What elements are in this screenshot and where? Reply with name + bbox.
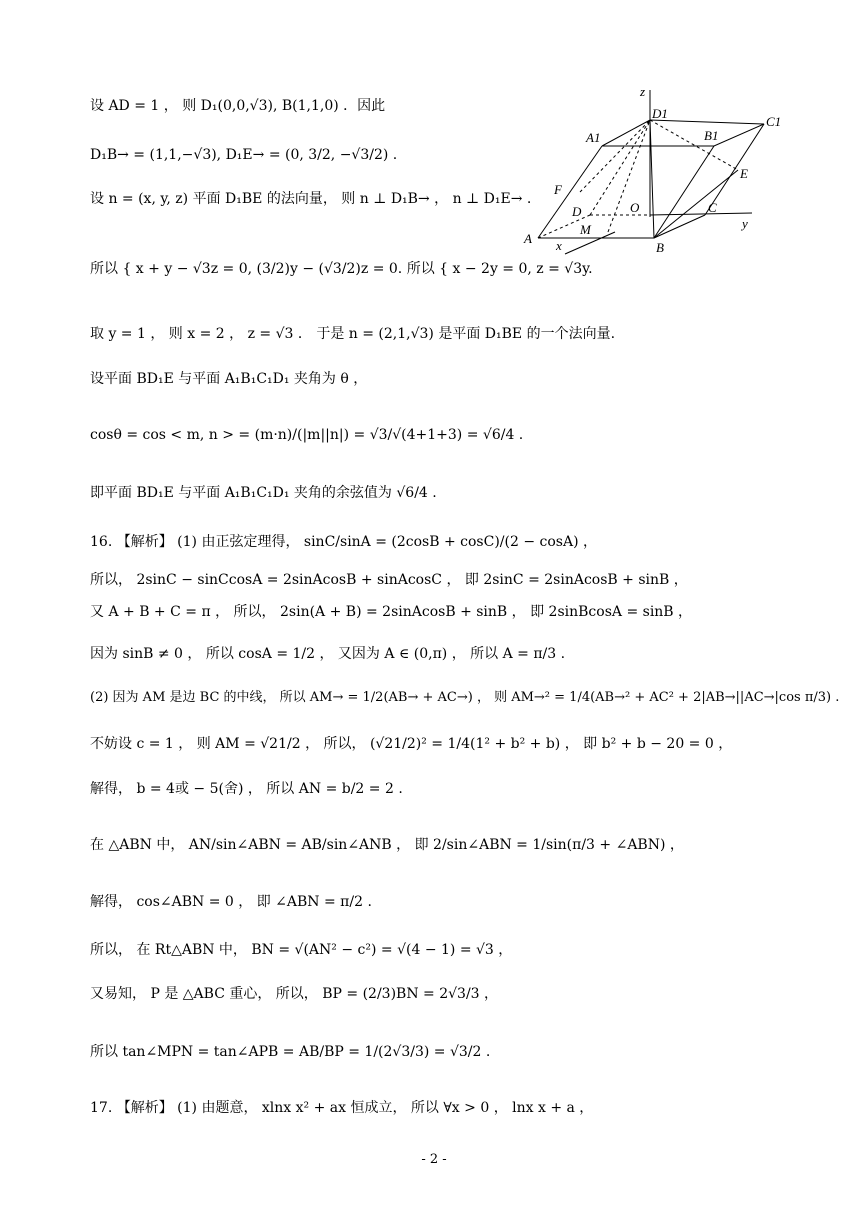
text-line: 所以， 在 Rt△ABN 中， BN = √(AN² − c²) = √(4 − 1) = √3 ，: [90, 942, 513, 958]
y-axis: [650, 213, 752, 215]
top-face: [602, 120, 764, 146]
text-line: 即平面 BD₁E 与平面 A₁B₁C₁D₁ 夹角的余弦值为 √6/4 .: [90, 485, 437, 501]
fig-label: D: [572, 204, 582, 219]
fig-label: C: [708, 200, 717, 215]
text-line: 解得， cos∠ABN = 0 ， 即 ∠ABN = π/2 .: [90, 894, 372, 910]
prism-figure: [520, 82, 782, 257]
text-line: 因为 sinB ≠ 0 ， 所以 cosA = 1/2 ， 又因为 A ∈ (0,π) ， 所以 A = π/3 .: [90, 646, 566, 662]
text-line: 又 A + B + C = π ， 所以， 2sin(A + B) = 2sinAcosB + sinB ， 即 2sinBcosA = sinB ，: [90, 604, 693, 620]
fig-label: A: [524, 231, 532, 246]
text-line: 所以 tan∠MPN = tan∠APB = AB/BP = 1/(2√3/3) = √3/2 .: [90, 1044, 491, 1060]
fig-label: M: [580, 222, 591, 237]
fig-label: A1: [586, 130, 601, 145]
fig-label: O: [630, 200, 640, 215]
fig-label: E: [740, 166, 748, 181]
text-line: D₁B→ = (1,1,−√3), D₁E→ = (0, 3/2, −√3/2) .: [90, 147, 398, 163]
text-line: (2) 因为 AM 是边 BC 的中线， 所以 AM→ = 1/2(AB→ + AC→) ， 则 AM→² = 1/4(AB→² + AC² + 2|AB→||AC→|cos π/3) .: [90, 690, 840, 705]
text-line: 不妨设 c = 1 ， 则 AM = √21/2 ， 所以， (√21/2)² = 1/4(1² + b² + b) ， 即 b² + b − 20 = 0 ，: [90, 736, 733, 752]
page-number: - 2 -: [421, 1152, 447, 1167]
text-line: 设 n = (x, y, z) 平面 D₁BE 的法向量， 则 n ⊥ D₁B→ ， n ⊥ D₁E→ .: [90, 191, 532, 207]
fig-label: y: [742, 216, 748, 231]
fig-label: z: [640, 84, 646, 99]
problem-17-heading: 17. 【解析】 (1) 由题意， xlnx x² + ax 恒成立， 所以 ∀x > 0 ， lnx x + a ，: [90, 1100, 594, 1116]
fig-label: C1: [766, 114, 782, 129]
text-line: 设 AD = 1 ， 则 D₁(0,0,√3), B(1,1,0) ．因此: [90, 98, 386, 114]
text-line: 在 △ABN 中， AN/sin∠ABN = AB/sin∠ANB ， 即 2/sin∠ABN = 1/sin(π/3 + ∠ABN) ，: [90, 837, 684, 853]
fig-label: F: [554, 182, 562, 197]
text-line: 取 y = 1 ， 则 x = 2 ， z = √3 ． 于是 n = (2,1,√3) 是平面 D₁BE 的一个法向量.: [90, 326, 616, 342]
text-line: 解得， b = 4或 − 5(舍) ， 所以 AN = b/2 = 2 .: [90, 781, 403, 797]
fig-label: B: [656, 240, 664, 255]
text-line: 设平面 BD₁E 与平面 A₁B₁C₁D₁ 夹角为 θ ，: [90, 371, 368, 387]
formula-line: cosθ = cos < m, n > = (m·n)/(|m||n|) = √3/√(4+1+3) = √6/4 .: [90, 427, 524, 443]
fig-label: B1: [704, 128, 719, 143]
problem-16-heading: 16. 【解析】 (1) 由正弦定理得， sinC/sinA = (2cosB + cosC)/(2 − cosA) ，: [90, 534, 597, 550]
fig-label: D1: [652, 106, 668, 121]
text-line: 又易知， P 是 △ABC 重心， 所以， BP = (2/3)BN = 2√3/3 ，: [90, 986, 499, 1002]
text-line: 所以， 2sinC − sinCcosA = 2sinAcosB + sinAcosC ， 即 2sinC = 2sinAcosB + sinB ，: [90, 572, 688, 588]
text-line: 所以 { x + y − √3z = 0, (3/2)y − (√3/2)z = 0. 所以 { x − 2y = 0, z = √3y.: [90, 261, 593, 277]
fig-label: x: [556, 238, 562, 253]
